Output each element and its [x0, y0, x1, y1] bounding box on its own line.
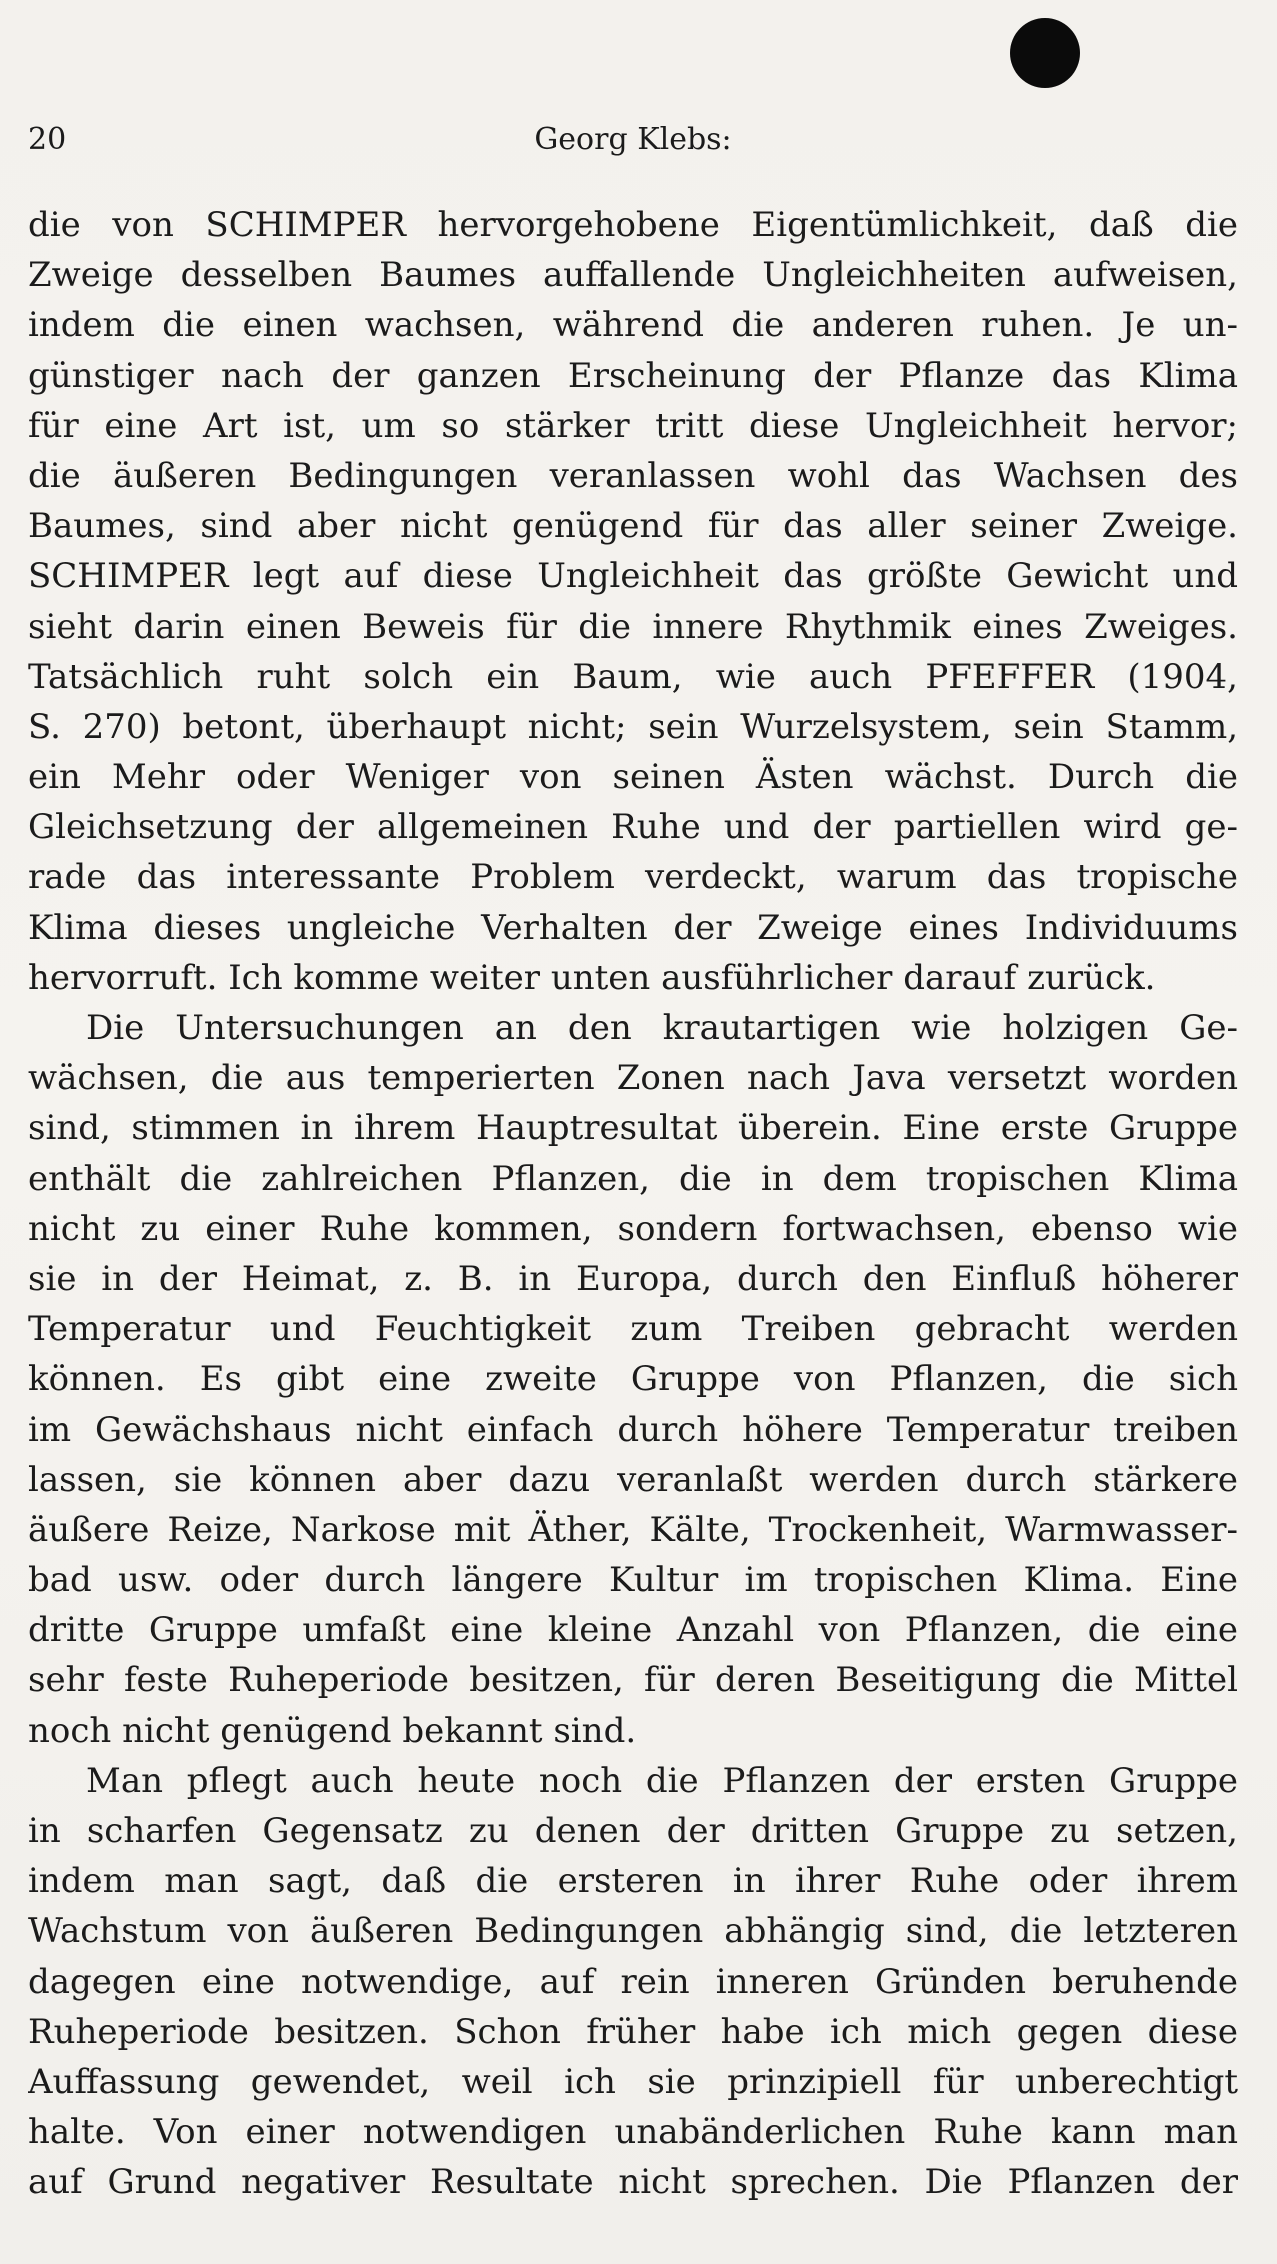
text-line: Zweige desselben Baumes auffallende Ungleichheiten aufweisen,	[28, 255, 1238, 296]
text-line: hervorruft. Ich komme weiter unten ausführlicher darauf zurück.	[28, 957, 1156, 998]
text-line: nicht zu einer Ruhe kommen, sondern fortwachsen, ebenso wie	[28, 1208, 1238, 1249]
text-line: in scharfen Gegensatz zu denen der dritten Gruppe zu setzen,	[28, 1811, 1238, 1851]
text-line: sie in der Heimat, z. B. in Europa, durch den Einfluß höherer	[28, 1258, 1238, 1299]
text-line: sieht darin einen Beweis für die innere Rhythmik eines Zweiges.	[28, 606, 1238, 647]
text-line: noch nicht genügend bekannt sind.	[28, 1710, 637, 1751]
text-line: rade das interessante Problem verdeckt, warum das tropische	[28, 857, 1238, 898]
text-line: für eine Art ist, um so stärker tritt diese Ungleichheit hervor;	[28, 405, 1238, 446]
text-line: die von SCHIMPER hervorgehobene Eigentümlichkeit, daß die	[28, 205, 1238, 245]
text-line: SCHIMPER legt auf diese Ungleichheit das größte Gewicht und	[28, 556, 1238, 597]
text-line: lassen, sie können aber dazu veranlaßt werden durch stärkere	[28, 1459, 1238, 1500]
text-line: bad usw. oder durch längere Kultur im tropischen Klima. Eine	[28, 1560, 1238, 1601]
page-number: 20	[28, 122, 67, 157]
text-line: enthält die zahlreichen Pflanzen, die in dem tropischen Klima	[28, 1158, 1238, 1199]
text-line: ein Mehr oder Weniger von seinen Ästen wächst. Durch die	[28, 757, 1238, 798]
body-text	[28, 200, 1238, 2208]
text-line: indem man sagt, daß die ersteren in ihrer Ruhe oder ihrem	[28, 1861, 1238, 1902]
text-line: Auffassung gewendet, weil ich sie prinzipiell für unberechtigt	[28, 2061, 1238, 2102]
text-line: sind, stimmen in ihrem Hauptresultat überein. Eine erste Gruppe	[28, 1108, 1238, 1149]
text-line: Tatsächlich ruht solch ein Baum, wie auch PFEFFER (1904,	[28, 656, 1238, 697]
text-line: Baumes, sind aber nicht genügend für das aller seiner Zweige.	[28, 506, 1238, 547]
text-line: sehr feste Ruheperiode besitzen, für deren Beseitigung die Mittel	[28, 1660, 1238, 1701]
text-line: dagegen eine notwendige, auf rein inneren Gründen beruhende	[28, 1961, 1238, 2002]
text-line: auf Grund negativer Resultate nicht sprechen. Die Pflanzen der	[28, 2162, 1238, 2203]
paragraph-first-line: Man pflegt auch heute noch die Pflanzen der ersten Gruppe	[86, 1760, 1238, 1801]
text-line: günstiger nach der ganzen Erscheinung der Pflanze das Klima	[28, 355, 1238, 396]
text-line: indem die einen wachsen, während die anderen ruhen. Je un-	[28, 305, 1238, 346]
text-line: die äußeren Bedingungen veranlassen wohl das Wachsen des	[28, 455, 1238, 496]
text-line: Temperatur und Feuchtigkeit zum Treiben gebracht werden	[28, 1309, 1238, 1350]
text-line: Wachstum von äußeren Bedingungen abhängig sind, die letzteren	[28, 1911, 1238, 1952]
text-line: Gleichsetzung der allgemeinen Ruhe und der partiellen wird ge-	[28, 807, 1238, 848]
punch-hole	[1010, 18, 1080, 88]
text-line: halte. Von einer notwendigen unabänderlichen Ruhe kann man	[28, 2112, 1238, 2153]
text-line: Ruheperiode besitzen. Schon früher habe ich mich gegen diese	[28, 2011, 1238, 2052]
text-line: äußere Reize, Narkose mit Äther, Kälte, Trockenheit, Warmwasser-	[28, 1509, 1238, 1550]
paragraph-first-line: Die Untersuchungen an den krautartigen wie holzigen Ge-	[86, 1008, 1238, 1048]
page-header	[28, 118, 1238, 162]
text-line: Klima dieses ungleiche Verhalten der Zweige eines Individuums	[28, 907, 1238, 948]
text-line: S. 270) betont, überhaupt nicht; sein Wurzelsystem, sein Stamm,	[28, 706, 1238, 747]
text-line: können. Es gibt eine zweite Gruppe von Pflanzen, die sich	[28, 1359, 1238, 1400]
text-line: wächsen, die aus temperierten Zonen nach Java versetzt worden	[28, 1058, 1238, 1099]
text-line: dritte Gruppe umfaßt eine kleine Anzahl von Pflanzen, die eine	[28, 1610, 1238, 1651]
running-head: Georg Klebs:	[534, 122, 732, 157]
text-line: im Gewächshaus nicht einfach durch höhere Temperatur treiben	[28, 1409, 1238, 1450]
